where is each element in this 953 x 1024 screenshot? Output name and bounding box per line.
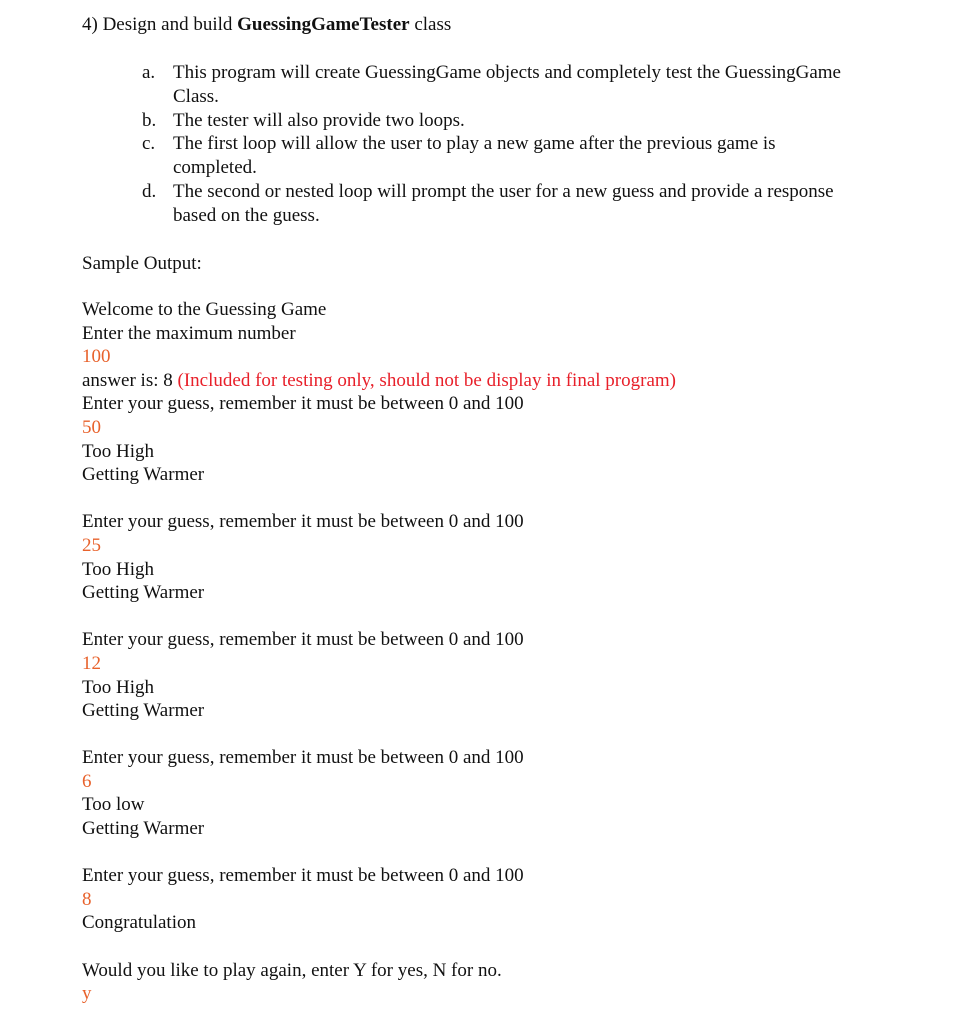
guess-result-line: Too High: [82, 440, 155, 462]
guess-input-line: 50: [82, 416, 101, 438]
guess-prompt-line: Enter your guess, remember it must be between 0 and 100: [82, 747, 524, 769]
guess-prompt-line: Enter your guess, remember it must be between 0 and 100: [82, 629, 524, 651]
blank-line: [82, 723, 922, 747]
guess-prompt-line: Enter your guess, remember it must be between 0 and 100: [82, 511, 524, 533]
requirement-text: This program will create GuessingGame objects and completely test the GuessingGame Class.: [173, 62, 841, 107]
guess-hint-line: Getting Warmer: [82, 582, 205, 604]
requirement-text: The tester will also provide two loops.: [173, 109, 465, 131]
guess-hint-line: Getting Warmer: [82, 818, 205, 840]
guess-result-line: Too High: [82, 676, 155, 698]
requirement-marker: b.: [142, 109, 157, 131]
guess-prompt-line: Enter your guess, remember it must be between 0 and 100: [82, 865, 524, 887]
heading-suffix: class: [414, 14, 452, 35]
guess-input-line: 12: [82, 652, 101, 674]
requirement-text: The second or nested loop will prompt the user for a new guess and provide a response based on the guess.: [173, 180, 834, 226]
guess-result-line: Too low: [82, 794, 145, 816]
requirement-marker: c.: [142, 133, 156, 155]
requirement-item: [142, 180, 842, 228]
requirement-marker: d.: [142, 180, 157, 202]
blank-line: [82, 841, 922, 865]
guess-prompt-line: Enter your guess, remember it must be between 0 and 100: [82, 393, 524, 415]
max-input-line: 100: [82, 346, 111, 368]
requirement-marker: a.: [142, 62, 156, 83]
requirement-item: [142, 132, 842, 180]
requirement-text: The first loop will allow the user to play a new game after the previous game is completed.: [173, 133, 776, 179]
blank-line: [82, 487, 922, 511]
requirement-item: [142, 61, 842, 109]
guess-result-line: Too High: [82, 558, 155, 580]
play-again-input-line: y: [82, 983, 92, 1005]
max-prompt-line: Enter the maximum number: [82, 322, 296, 344]
guess-hint-line: Getting Warmer: [82, 464, 205, 486]
class-name: GuessingGameTester: [237, 14, 410, 35]
sample-output: [82, 298, 922, 1006]
guess-input-line: 25: [82, 534, 101, 556]
section-heading: [82, 13, 451, 37]
guess-input-line: 8: [82, 888, 92, 910]
guess-result-line: Congratulation: [82, 912, 196, 934]
requirements-list: [142, 61, 842, 228]
section-number: 4): [82, 14, 98, 35]
heading-prefix: Design and build: [102, 14, 233, 35]
answer-line: [82, 369, 922, 393]
guess-hint-line: Getting Warmer: [82, 700, 205, 722]
answer-text: answer is: 8: [82, 369, 173, 391]
welcome-line: Welcome to the Guessing Game: [82, 299, 327, 320]
sample-output-label: Sample Output:: [82, 253, 202, 274]
requirement-item: [142, 109, 842, 133]
guess-input-line: 6: [82, 770, 92, 792]
blank-line: [82, 935, 922, 959]
blank-line: [82, 605, 922, 629]
answer-note: (Included for testing only, should not be display in final program): [177, 369, 676, 391]
play-again-prompt-line: Would you like to play again, enter Y for yes, N for no.: [82, 959, 502, 981]
